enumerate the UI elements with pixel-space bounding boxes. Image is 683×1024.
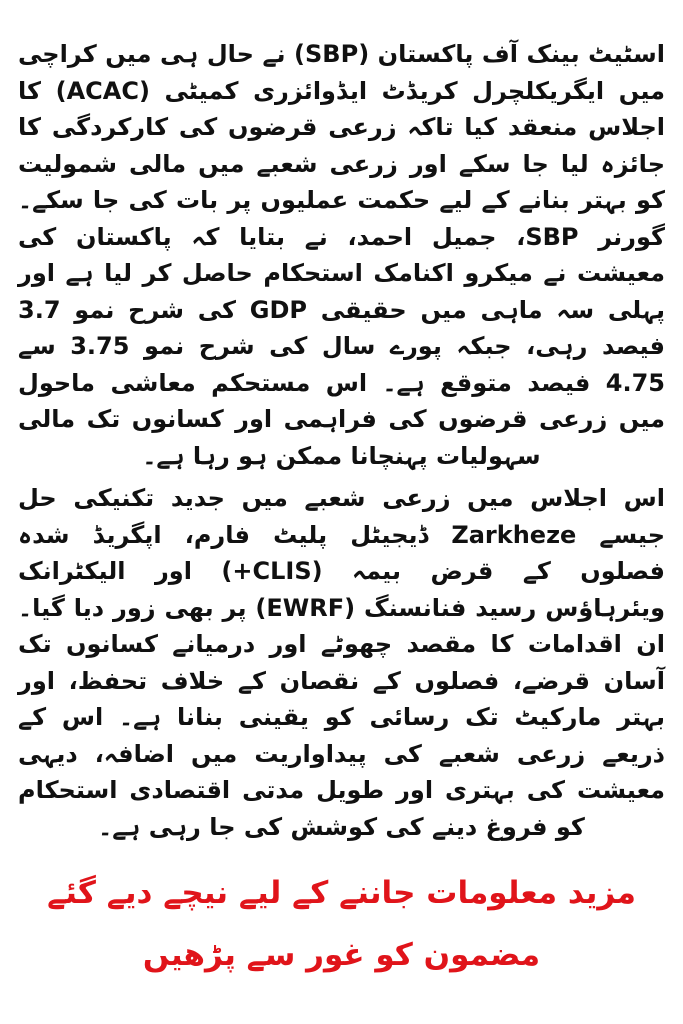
article-paragraph-2: اس اجلاس میں زرعی شعبے میں جدید تکنیکی حل جیسے Zarkheze ڈیجیٹل پلیٹ فارم، اپگریڈ شدہ فصلوں کے قرض بیمہ (CLIS+) اور الیکٹرانک ویئرہاؤس رسید فنانسنگ (EWRF) پر بھی زور دیا گیا۔ ان اقدامات کا مقصد چھوٹے اور درمیانے کسانوں تک آسان قرضے، فصلوں کے نقصان کے خلاف تحفظ، اور بہتر مارکیٹ تک رسائی کو یقینی بنانا ہے۔ اس کے ذریعے زرعی شعبے کی پیداواریت میں اضافہ، دیہی معیشت کی بہتری اور طویل مدتی اقتصادی استحکام کو فروغ دینے کی کوشش کی جا رہی ہے۔ (18, 484, 666, 841)
article-body (18, 36, 665, 845)
read-more-note: مزید معلومات جاننے کے لیے نیچے دیے گئے مضمون کو غور سے پڑھیں (47, 875, 636, 973)
article-paragraph-1: اسٹیٹ بینک آف پاکستان (SBP) نے حال ہی میں کراچی میں ایگریکلچرل کریڈٹ ایڈوائزری کمیٹی (ACAC) کا اجلاس منعقد کیا تاکہ زرعی قرضوں کی کارکردگی کا جائزہ لیا جا سکے اور زرعی شعبے میں مالی شمولیت کو بہتر بنانے کے لیے حکمت عملیوں پر بات کی جا سکے۔ گورنر SBP، جمیل احمد، نے بتایا کہ پاکستان کی معیشت نے میکرو اکنامک استحکام حاصل کر لیا ہے اور پہلی سہ ماہی میں حقیقی GDP کی شرح نمو 3.7 فیصد رہی، جبکہ پورے سال کی شرح نمو 3.75 سے 4.75 فیصد متوقع ہے۔ اس مستحکم معاشی ماحول میں زرعی قرضوں کی فراہمی اور کسانوں تک مالی سہولیات پہنچانا ممکن ہو رہا ہے۔ (18, 40, 666, 470)
